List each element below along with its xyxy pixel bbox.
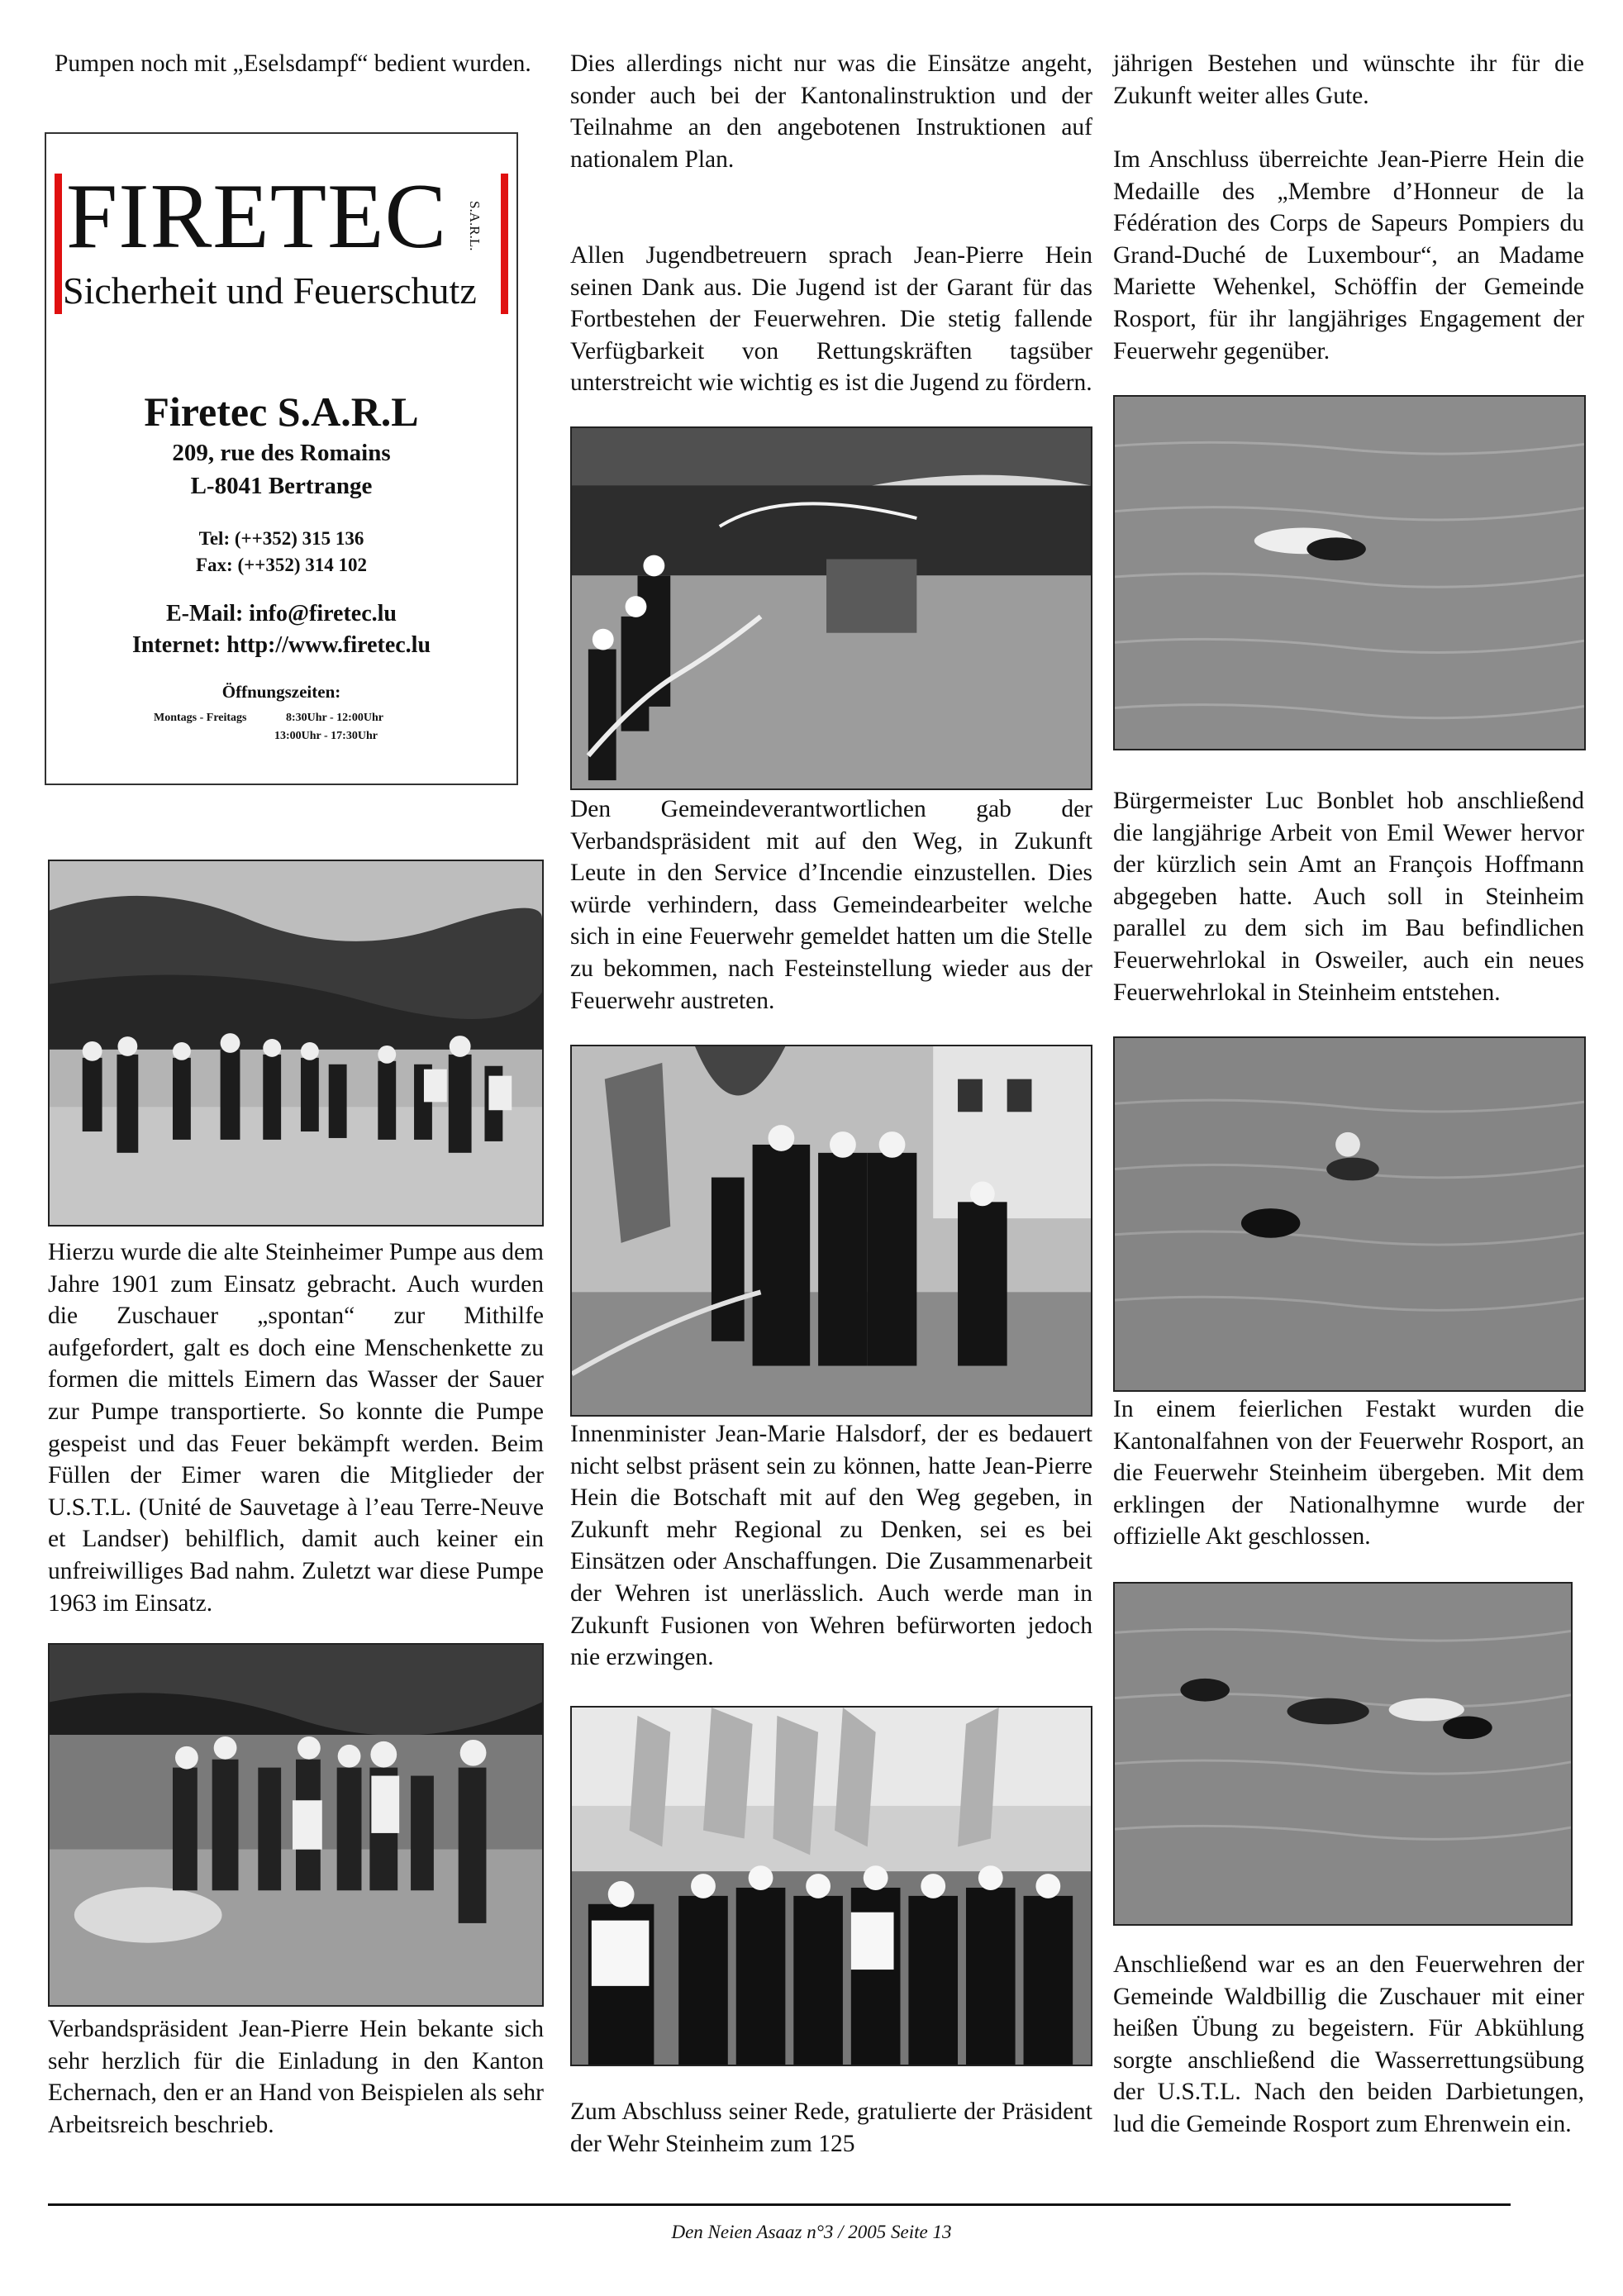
col3-paragraph-3: Bürgermeister Luc Bonblet hob anschließend die langjährige Arbeit von Emil Wewer hervor der kürzlich sein Amt an François Hoffmann abgegeben hatte. Auch soll in Steinheim parallel zu dem sich im Bau befindlichen Feuerwehrlokal in Osweiler, auch ein neues Feuerwehrlokal in Steinheim entstehen. — [1113, 788, 1584, 1006]
col1-paragraph-3: Verbandspräsident Jean-Pierre Hein bekante sich sehr herzlich für die Einladung in den Kanton Echernach, den er an Hand von Beispielen als sehr Arbeitsreich beschrieb. — [48, 2016, 544, 2138]
firetec-advertisement — [45, 132, 518, 785]
ad-telephone: Tel: (++352) 315 136 — [198, 528, 364, 549]
col1-paragraph-1: Pumpen noch mit „Eselsdampf“ bedient wurden. — [55, 50, 531, 77]
col3-paragraph-4: In einem feierlichen Festakt wurden die Kantonalfahnen von der Feuerwehr Rosport, an die Feuerwehr Steinheim übergeben. Mit dem erklingen der Nationalhymne wurde der offizielle Akt geschlossen. — [1113, 1396, 1584, 1551]
ad-company-name: Firetec S.A.R.L — [144, 388, 419, 435]
ad-fax: Fax: (++352) 314 102 — [196, 555, 367, 575]
col2-paragraph-2: Allen Jugendbetreuern sprach Jean-Pierre Hein seinen Dank aus. Die Jugend ist der Garant für das Fortbestehen der Feuerwehren. Die stetig fallende Verfügbarkeit von Rettungskräften tagsüber unterstreicht wie wichtig es ist die Jugend zu fördern. — [570, 242, 1092, 397]
ad-brand-suffix: S.A.R.L. — [467, 200, 483, 251]
ad-hours-days: Montags - Freitags — [154, 712, 247, 724]
photo-water-rescue-1 — [1113, 395, 1586, 750]
ad-red-bar-left — [55, 174, 62, 314]
col1-paragraph-2: Hierzu wurde die alte Steinheimer Pumpe aus dem Jahre 1901 zum Einsatz gebracht. Auch wurden die Zuschauer „spontan“ zur Mithilfe aufgefordert, galt es doch eine Menschenkette zu formen die mittels Eimern das Wasser der Sauer zur Pumpe transportierte. So konnte die Pumpe gespeist und das Feuer bekämpft werden. Beim Füllen der Eimer waren die Mitglieder der U.S.T.L. (Unité de Sauvetage à l’eau Terre-Neuve et Landser) behilflich, damit auch keiner ein unfreiwilliges Bad nahm. Zuletzt war diese Pumpe 1963 im Einsatz. — [48, 1239, 544, 1617]
photo-firemen-pump — [570, 1045, 1092, 1417]
photo-youth-hose-drill — [570, 426, 1092, 790]
ad-hours-morning: 8:30Uhr - 12:00Uhr — [286, 712, 383, 724]
ad-hours-afternoon: 13:00Uhr - 17:30Uhr — [274, 730, 378, 742]
page-footer: Den Neien Asaaz n°3 / 2005 Seite 13 — [671, 2222, 952, 2242]
photo-bucket-filling — [48, 1643, 544, 2007]
photo-water-rescue-3 — [1113, 1582, 1573, 1926]
ad-slogan: Sicherheit und Feuerschutz — [63, 269, 477, 312]
ad-website: Internet: http://www.firetec.lu — [131, 632, 431, 658]
ad-email: E-Mail: info@firetec.lu — [165, 601, 397, 626]
ad-street: 209, rue des Romains — [172, 440, 391, 466]
ad-red-bar-right — [501, 174, 508, 314]
col3-paragraph-2: Im Anschluss überreichte Jean-Pierre Hein die Medaille des „Membre d’Honneur de la Fédération des Corps de Sapeurs Pompiers du Grand-Duché de Luxembour“, an Madame Mariette Wehenkel, Schöffin der Gemeinde Rosport, für ihr langjähriges Engagement der Feuerwehr gegenüber. — [1113, 146, 1584, 364]
col2-paragraph-4: Innenminister Jean-Marie Halsdorf, der es bedauert nicht selbst präsent sein zu können, hatte Jean-Pierre Hein die Botschaft mit auf den Weg gegeben, in Zukunft mehr Regional zu Denken, sei es bei Einsätzen oder Anschaffungen. Die Zusammenarbeit der Wehren ist unerlässlich. Auch werde man in Zukunft Fusionen von Wehren befürworten jedoch nie erzwingen. — [570, 1421, 1092, 1671]
ad-city: L-8041 Bertrange — [190, 473, 373, 499]
col3-paragraph-5: Anschließend war es an den Feuerwehren der Gemeinde Waldbillig die Zuschauer mit einer heißen Übung zu begeistern. Für Abkühlung sorgte anschließend die Wasserrettungsübung der U.S.T.L. Nach den beiden Darbietungen, lud die Gemeinde Rosport zum Ehrenwein ein. — [1113, 1951, 1584, 2137]
ad-brand: FIRETEC — [66, 165, 448, 268]
col2-paragraph-5: Zum Abschluss seiner Rede, gratulierte der Präsident der Wehr Steinheim zum 125 — [570, 2098, 1092, 2157]
photo-human-chain — [48, 860, 544, 1227]
ad-hours-title: Öffnungszeiten: — [221, 682, 341, 702]
col2-paragraph-3: Den Gemeindeverantwortlichen gab der Verbandspräsident mit auf den Weg, in Zukunft Leute in den Service d’Incendie einzustellen. Dies würde verhindern, dass Gemeindearbeiter welche sich in eine Feuerwehr gemeldet hatten um die Stelle zu bekommen, nach Festeinstellung wieder aus der Feuerwehr austreten. — [570, 796, 1092, 1014]
photo-water-rescue-2 — [1113, 1036, 1586, 1392]
col3-paragraph-1: jährigen Bestehen und wünschte ihr für die Zukunft weiter alles Gute. — [1113, 50, 1584, 109]
photo-flag-ceremony — [570, 1706, 1092, 2066]
footer-rule — [48, 2203, 1511, 2206]
col2-paragraph-1: Dies allerdings nicht nur was die Einsätze angeht, sonder auch bei der Kantonalinstruktion und der Teilnahme an den angebotenen Instruktionen auf nationalem Plan. — [570, 50, 1092, 173]
